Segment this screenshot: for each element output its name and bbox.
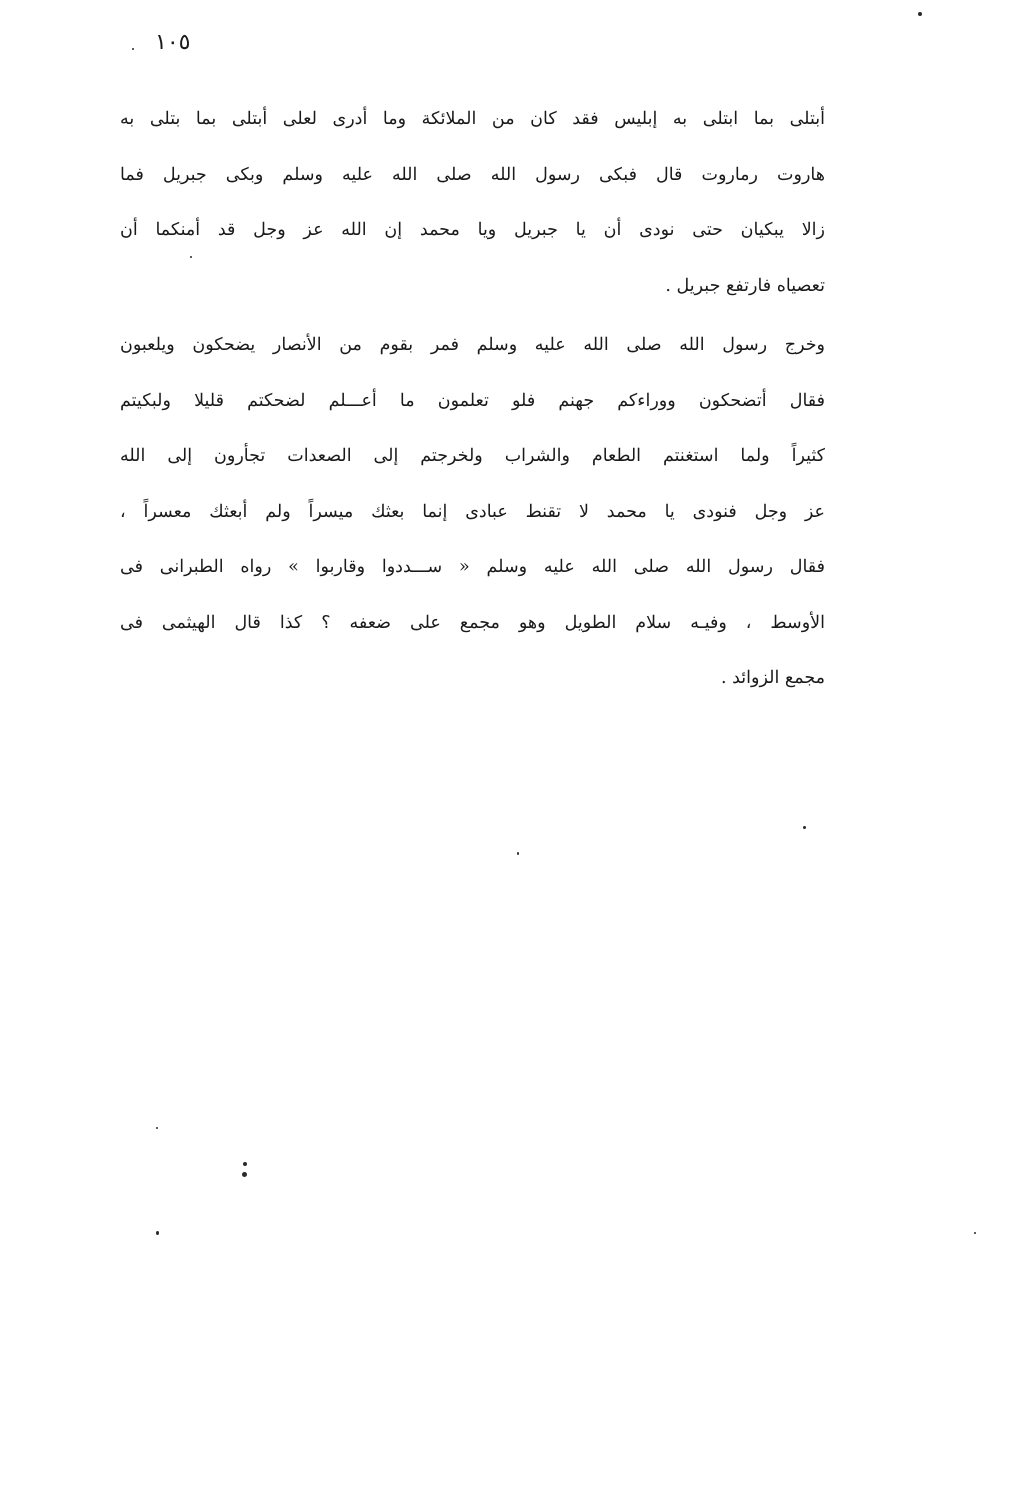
paragraph-line: هاروت رماروت قال فبكى رسول الله صلى الله عليه وسلم وبكى جبريل فما [120,164,825,185]
scan-speck [517,852,519,855]
scan-speck [156,1127,158,1129]
paragraph-line: فقال رسول الله صلى الله عليه وسلم « ســـددوا وقاربوا » رواه الطبرانى فى [120,557,825,577]
paragraph-line: وخرج رسول الله صلى الله عليه وسلم فمر بقوم من الأنصار يضحكون ويلعبون [120,335,825,355]
scan-speck [918,12,922,16]
paragraph-line: كثيراً ولما استغنتم الطعام والشراب ولخرجتم إلى الصعدات تجأرون إلى الله [120,446,825,466]
paragraph-line: أبتلى بما ابتلى به إبليس فقد كان من الملائكة وما أدرى لعلى أبتلى بما بتلى به [120,109,825,129]
scan-speck [132,48,134,50]
page-number: ١٠٥ [155,30,191,55]
paragraph-line: فقال أتضحكون ووراءكم جهنم فلو تعلمون ما أعـــلم لضحكتم قليلا ولبكيتم [120,390,825,411]
paragraph-2 [120,318,825,707]
paragraph-line: عز وجل فنودى يا محمد لا تقنط عبادى إنما بعثك ميسراً ولم أبعثك معسراً ، [120,501,825,522]
paragraph-line: مجمع الزوائد . [720,668,825,688]
scan-speck [243,1162,247,1166]
scan-speck [974,1232,976,1234]
scan-speck [156,1231,159,1235]
paragraph-line: تعصياه فارتفع جبريل . [665,275,825,296]
paragraph-1 [120,92,825,314]
scan-speck [190,256,192,258]
paragraph-line: زالا يبكيان حتى نودى أن يا جبريل ويا محمد إن الله عز وجل قد أمنكما أن [120,220,825,240]
scan-speck [803,826,806,829]
paragraph-line: الأوسط ، وفيـه سلام الطويل وهو مجمع على ضعفه ؟ كذا قال الهيثمى فى [120,612,825,633]
scan-speck [242,1172,247,1177]
